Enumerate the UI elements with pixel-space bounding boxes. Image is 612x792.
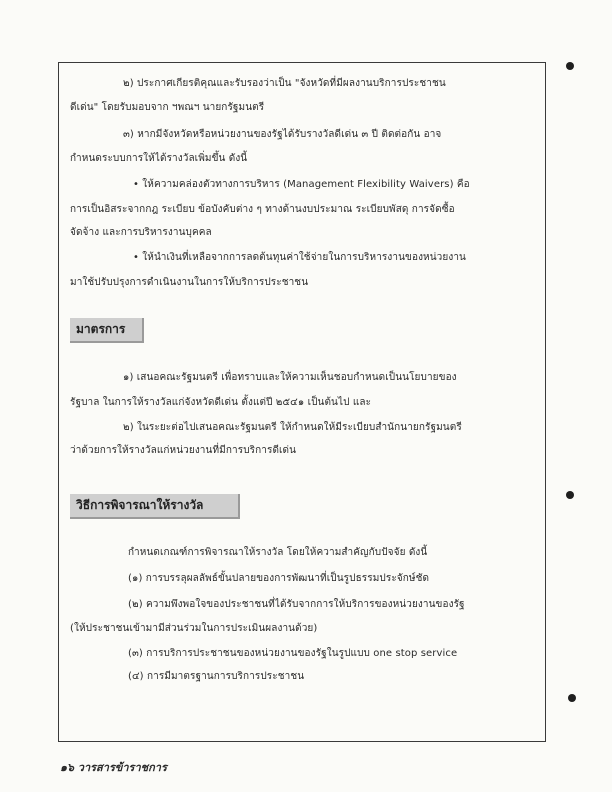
paragraph-line: กำหนดระบบการให้ได้รางวัลเพิ่มขึ้น ดังนี้ [70,153,248,164]
paragraph-line: การเป็นอิสระจากกฎ ระเบียบ ข้อบังคับต่าง ๆ ทางด้านงบประมาณ ระเบียบพัสดุ การจัดซื้อ [70,204,455,215]
page-footer: ๑๖ วารสารข้าราชการ [60,761,167,774]
bullet-line: • ให้นำเงินที่เหลือจากการลดต้นทุนค่าใช้จ่ายในการบริหารงานของหน่วยงาน [133,252,466,263]
punch-hole-middle [566,491,574,499]
measure-line: รัฐบาล ในการให้รางวัลแก่จังหวัดดีเด่น ตั้งแต่ปี ๒๕๔๑ เป็นต้นไป และ [70,397,372,408]
bullet-line: • ให้ความคล่องตัวทางการบริหาร (Management Flexibility Waivers) คือ [133,179,470,190]
criteria-line: กำหนดเกณฑ์การพิจารณาให้รางวัล โดยให้ความสำคัญกับปัจจัย ดังนี้ [128,547,428,558]
paragraph-line: ๒) ประกาศเกียรติคุณและรับรองว่าเป็น "จังหวัดที่มีผลงานบริการประชาชน [123,78,446,89]
criteria-line: (ให้ประชาชนเข้ามามีส่วนร่วมในการประเมินผลงานด้วย) [70,623,318,634]
paragraph-line: จัดจ้าง และการบริหารงานบุคคล [70,227,212,238]
paragraph-line: มาใช้ปรับปรุงการดำเนินงานในการให้บริการประชาชน [70,277,309,288]
measure-line: ๑) เสนอคณะรัฐมนตรี เพื่อทราบและให้ความเห็นชอบกำหนดเป็นนโยบายของ [123,372,457,383]
paragraph-line: ๓) หากมีจังหวัดหรือหน่วยงานของรัฐได้รับรางวัลดีเด่น ๓ ปี ติดต่อกัน อาจ [123,129,442,140]
section-heading-measures: มาตรการ [70,318,144,343]
paragraph-line: ดีเด่น" โดยรับมอบจาก ฯพณฯ นายกรัฐมนตรี [70,102,265,113]
criteria-line: (๓) การบริการประชาชนของหน่วยงานของรัฐในรูปแบบ one stop service [128,648,458,659]
criteria-line: (๒) ความพึงพอใจของประชาชนที่ได้รับจากการให้บริการของหน่วยงานของรัฐ [128,599,465,610]
measure-line: ๒) ในระยะต่อไปเสนอคณะรัฐมนตรี ให้กำหนดให้มีระเบียบสำนักนายกรัฐมนตรี [123,422,462,433]
punch-hole-top [566,62,574,70]
criteria-line: (๔) การมีมาตรฐานการบริการประชาชน [128,671,305,682]
measure-line: ว่าด้วยการให้รางวัลแก่หน่วยงานที่มีการบริการดีเด่น [70,445,297,456]
criteria-line: (๑) การบรรลุผลลัพธ์ขั้นปลายของการพัฒนาที่เป็นรูปธรรมประจักษ์ชัด [128,573,430,584]
punch-hole-bottom [568,694,576,702]
section-heading-award-criteria: วิธีการพิจารณาให้รางวัล [70,494,240,519]
